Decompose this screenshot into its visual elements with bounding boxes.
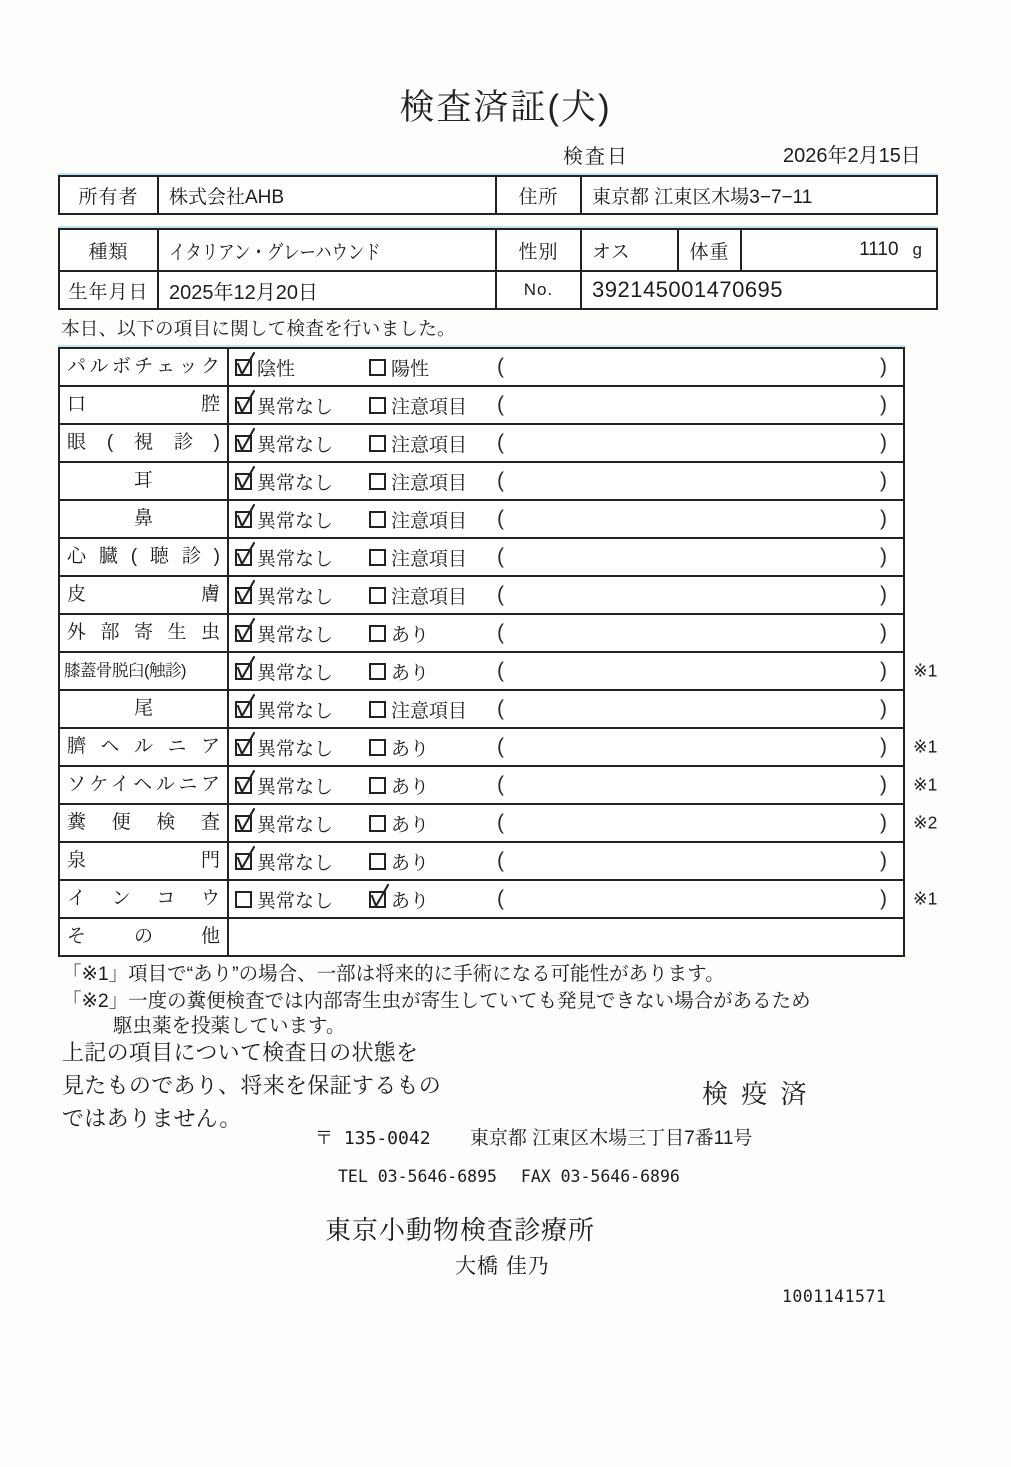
option1-label: 異常なし — [257, 624, 334, 646]
fax-number: FAX 03-5646-6896 — [520, 1167, 680, 1186]
check-mark-icon — [234, 690, 257, 721]
paren-open: ( — [497, 583, 504, 606]
option2-checkbox[interactable] — [369, 777, 386, 794]
item-options — [229, 653, 903, 689]
postal-code: 〒 135-0042 — [315, 1128, 431, 1149]
birth-value: 2025年12月20日 — [159, 272, 497, 308]
item-options — [229, 539, 903, 575]
check-mark-icon — [234, 842, 257, 873]
quarantine-stamp: 検 疫 済 — [702, 1079, 810, 1109]
checklist-table — [58, 347, 938, 957]
option2-label: あり — [391, 662, 430, 684]
item-options — [229, 501, 903, 537]
option2-checkbox[interactable] — [369, 511, 386, 528]
option2-checkbox[interactable] — [369, 853, 386, 870]
sex-label: 性別 — [497, 230, 582, 270]
paren-open: ( — [497, 887, 504, 910]
item-label: パルボチェック — [60, 349, 229, 385]
option1-checkbox[interactable] — [235, 625, 252, 642]
breed-label: 種類 — [60, 230, 159, 270]
option2-checkbox[interactable] — [369, 815, 386, 832]
weight-label: 体重 — [679, 230, 742, 270]
paren-open: ( — [497, 507, 504, 530]
clinic-address: 東京都 江東区木場三丁目7番11号 — [469, 1128, 753, 1149]
item-options — [229, 615, 903, 651]
option2-label: あり — [391, 624, 430, 646]
footnote-mark: ※2 — [913, 812, 938, 833]
weight-unit: g — [912, 240, 922, 259]
item-options — [229, 843, 903, 879]
paren-open: ( — [497, 621, 504, 644]
item-options — [229, 387, 903, 423]
disclaimer-line2: 見たものであり、将来を保証するもの — [62, 1073, 442, 1098]
footnote-2-line2: 駆虫薬を投薬しています。 — [113, 1015, 346, 1037]
check-mark-icon — [234, 804, 257, 835]
check-mark-icon — [234, 462, 257, 493]
paren-close: ) — [880, 621, 887, 644]
item-options — [229, 881, 903, 917]
check-mark-icon — [234, 576, 257, 607]
postal-address-line — [315, 1123, 752, 1150]
option1-label: 異常なし — [257, 510, 334, 532]
option2-label: 注意項目 — [391, 472, 468, 494]
check-mark-icon — [234, 766, 257, 797]
item-label: 鼻 — [60, 501, 229, 537]
paren-close: ) — [880, 697, 887, 720]
option2-label: 陽性 — [391, 358, 430, 380]
no-label: No. — [497, 272, 582, 308]
item-options — [229, 805, 903, 841]
owner-value: 株式会社AHB — [159, 177, 497, 213]
item-label: ソケイヘルニア — [60, 767, 229, 803]
owner-row — [60, 177, 936, 213]
paren-open: ( — [497, 355, 504, 378]
checklist-row — [60, 765, 938, 803]
paren-open: ( — [497, 849, 504, 872]
option2-label: あり — [391, 814, 430, 836]
option1-label: 異常なし — [257, 396, 334, 418]
option2-label: 注意項目 — [391, 586, 468, 608]
option1-label: 異常なし — [257, 434, 334, 456]
item-label: 臍ヘルニア — [60, 729, 229, 765]
item-label: 膝蓋骨脱臼(触診) — [60, 653, 229, 689]
paren-open: ( — [497, 659, 504, 682]
veterinarian-name: 大橋 佳乃 — [455, 1255, 550, 1278]
checklist-row — [60, 349, 903, 385]
checklist-row — [60, 727, 938, 765]
item-label: 泉門 — [60, 843, 229, 879]
paren-open: ( — [497, 545, 504, 568]
inspection-date-value: 2026年2月15日 — [783, 145, 921, 167]
option2-label: 注意項目 — [391, 396, 468, 418]
option1-checkbox[interactable] — [235, 739, 252, 756]
paren-open: ( — [497, 393, 504, 416]
option2-checkbox[interactable] — [369, 891, 386, 908]
disclaimer-line3: ではありません。 — [62, 1106, 242, 1131]
option1-checkbox[interactable] — [235, 473, 252, 490]
paren-close: ) — [880, 659, 887, 682]
checklist-row — [60, 385, 903, 423]
tel-fax-line — [338, 1167, 680, 1186]
option1-label: 異常なし — [257, 548, 334, 570]
paren-close: ) — [880, 773, 887, 796]
option2-checkbox[interactable] — [369, 549, 386, 566]
paren-close: ) — [880, 469, 887, 492]
paren-open: ( — [497, 431, 504, 454]
birth-row — [60, 270, 936, 308]
option2-label: あり — [391, 890, 430, 912]
option2-checkbox[interactable] — [369, 587, 386, 604]
option2-label: あり — [391, 776, 430, 798]
check-mark-icon — [234, 614, 257, 645]
footnote-1: 「※1」項目で“あり”の場合、一部は将来的に手術になる可能性があります。 — [62, 963, 725, 985]
checklist-row — [60, 613, 903, 651]
checklist-row — [60, 803, 938, 841]
footnote-2-line1: 「※2」一度の糞便検査では内部寄生虫が寄生していても発見できない場合があるため — [62, 990, 811, 1012]
owner-table — [58, 175, 938, 215]
option1-label: 異常なし — [257, 586, 334, 608]
birth-label: 生年月日 — [60, 272, 159, 308]
pet-info-table — [58, 228, 938, 310]
footnote-mark: ※1 — [913, 736, 938, 757]
item-label: 皮膚 — [60, 577, 229, 613]
option1-checkbox[interactable] — [235, 663, 252, 680]
footnote-mark: ※1 — [913, 774, 938, 795]
paren-close: ) — [880, 545, 887, 568]
item-options — [229, 729, 903, 765]
check-mark-icon — [234, 348, 257, 379]
option1-checkbox[interactable] — [235, 397, 252, 414]
owner-label: 所有者 — [60, 177, 159, 213]
address-label: 住所 — [497, 177, 582, 213]
paren-close: ) — [880, 431, 887, 454]
breed-row — [60, 230, 936, 270]
option1-label: 異常なし — [257, 776, 334, 798]
item-options — [229, 577, 903, 613]
option1-label: 異常なし — [257, 852, 334, 874]
option1-checkbox[interactable] — [235, 359, 252, 376]
check-mark-icon — [234, 500, 257, 531]
checklist-row — [60, 651, 938, 689]
option2-checkbox[interactable] — [369, 663, 386, 680]
option1-label: 異常なし — [257, 814, 334, 836]
paren-close: ) — [880, 887, 887, 910]
option1-checkbox[interactable] — [235, 435, 252, 452]
option1-checkbox[interactable] — [235, 587, 252, 604]
option2-label: 注意項目 — [391, 700, 468, 722]
option2-label: 注意項目 — [391, 434, 468, 456]
breed-text: イタリアン・グレーハウンド — [169, 241, 381, 264]
checklist-row — [60, 841, 903, 879]
paren-close: ) — [880, 393, 887, 416]
checklist-row — [60, 689, 903, 727]
intro-text: 本日、以下の項目に関して検査を行いました。 — [61, 318, 456, 339]
disclaimer-line1: 上記の項目について検査日の状態を — [62, 1040, 419, 1065]
paren-close: ) — [880, 735, 887, 758]
item-label: 眼(視診) — [60, 425, 229, 461]
item-label: 糞便検査 — [60, 805, 229, 841]
checklist-row — [60, 423, 903, 461]
footnote-mark: ※1 — [913, 660, 938, 681]
paren-open: ( — [497, 697, 504, 720]
option2-checkbox[interactable] — [369, 435, 386, 452]
checklist-row — [60, 461, 903, 499]
check-mark-icon — [234, 424, 257, 455]
option1-checkbox[interactable] — [235, 701, 252, 718]
option1-checkbox[interactable] — [235, 853, 252, 870]
checklist-row — [60, 879, 938, 917]
check-mark-icon — [234, 652, 257, 683]
option2-checkbox[interactable] — [369, 473, 386, 490]
paren-close: ) — [880, 507, 887, 530]
paren-open: ( — [497, 811, 504, 834]
option2-checkbox[interactable] — [369, 625, 386, 642]
disclaimer-text — [62, 1036, 441, 1135]
option1-label: 陰性 — [257, 358, 296, 380]
checklist-row — [60, 917, 903, 955]
item-label: 尾 — [60, 691, 229, 727]
check-mark-icon — [234, 386, 257, 417]
checklist-row — [60, 575, 903, 613]
page-title: 検査済証(犬) — [399, 88, 612, 127]
checklist-row — [60, 537, 903, 575]
item-options — [229, 919, 903, 955]
tel-number: TEL 03-5646-6895 — [338, 1167, 497, 1186]
check-mark-icon — [234, 728, 257, 759]
option1-checkbox[interactable] — [235, 549, 252, 566]
item-options — [229, 691, 903, 727]
paren-open: ( — [497, 773, 504, 796]
address-value: 東京都 江東区木場3−7−11 — [592, 186, 813, 208]
paren-close: ) — [880, 811, 887, 834]
item-label: 口腔 — [60, 387, 229, 423]
item-label: 心臓(聴診) — [60, 539, 229, 575]
option1-checkbox[interactable] — [235, 511, 252, 528]
option2-checkbox[interactable] — [369, 701, 386, 718]
option2-checkbox[interactable] — [369, 397, 386, 414]
item-label: インコウ — [60, 881, 229, 917]
check-mark-icon — [234, 538, 257, 569]
check-mark-icon — [368, 880, 391, 911]
option1-checkbox[interactable] — [235, 891, 252, 908]
item-options — [229, 767, 903, 803]
no-value: 392145001470695 — [592, 277, 784, 302]
item-label: 耳 — [60, 463, 229, 499]
option1-label: 異常なし — [257, 738, 334, 760]
item-options — [229, 463, 903, 499]
footnote-mark: ※1 — [913, 888, 938, 909]
option1-label: 異常なし — [257, 700, 334, 722]
serial-number: 1001141571 — [782, 1287, 887, 1306]
option2-checkbox[interactable] — [369, 739, 386, 756]
paren-close: ) — [880, 583, 887, 606]
clinic-name: 東京小動物検査診療所 — [325, 1215, 596, 1245]
option2-label: あり — [391, 738, 430, 760]
option2-checkbox[interactable] — [369, 359, 386, 376]
paren-close: ) — [880, 355, 887, 378]
sex-value: オス — [582, 230, 679, 270]
breed-value — [159, 230, 497, 270]
option1-checkbox[interactable] — [235, 815, 252, 832]
option1-label: 異常なし — [257, 472, 334, 494]
option2-label: 注意項目 — [391, 510, 468, 532]
checklist-row — [60, 499, 903, 537]
inspection-date-label: 検査日 — [563, 146, 629, 168]
weight-value — [742, 230, 936, 270]
paren-close: ) — [880, 849, 887, 872]
option1-label: 異常なし — [257, 890, 334, 912]
item-options — [229, 349, 903, 385]
item-label: その他 — [60, 919, 229, 955]
paren-open: ( — [497, 469, 504, 492]
item-label: 外部寄生虫 — [60, 615, 229, 651]
option2-label: 注意項目 — [391, 548, 468, 570]
item-options — [229, 425, 903, 461]
paren-open: ( — [497, 735, 504, 758]
weight-number: 1110 — [859, 239, 899, 260]
option2-label: あり — [391, 852, 430, 874]
option1-checkbox[interactable] — [235, 777, 252, 794]
option1-label: 異常なし — [257, 662, 334, 684]
